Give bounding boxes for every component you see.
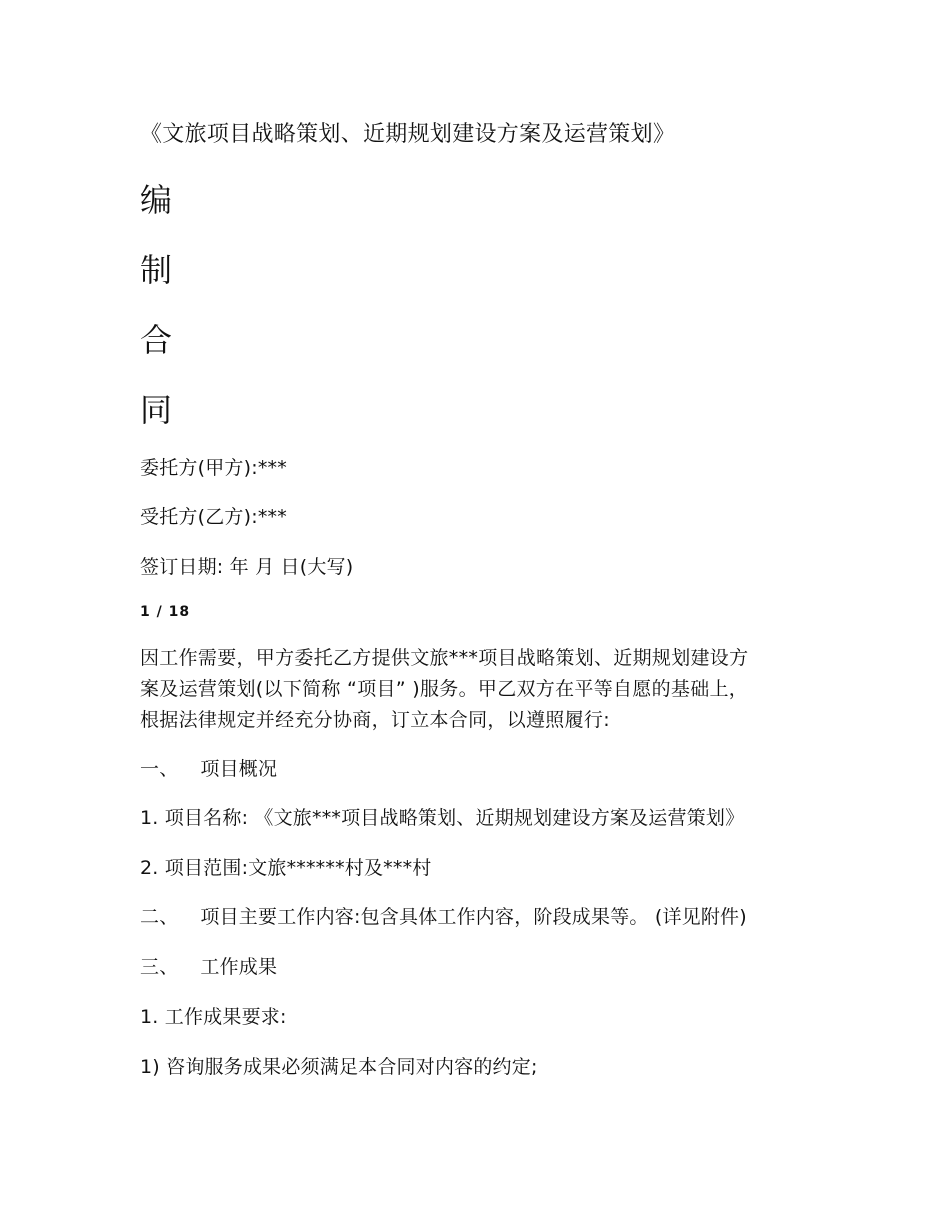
page-indicator: 1 / 18 bbox=[140, 604, 191, 620]
sign-date: 签订日期: 年 月 日(大写) bbox=[140, 556, 354, 578]
section-title: 项目概况 bbox=[200, 758, 278, 780]
section-number: 三、 bbox=[140, 956, 179, 978]
heading-char: 同 bbox=[140, 391, 173, 429]
section-title: 项目主要工作内容:包含具体工作内容，阶段成果等。 (详见附件) bbox=[200, 906, 747, 928]
project-scope-item: 2. 项目范围:文旅******村及***村 bbox=[140, 857, 432, 879]
document-title: 《文旅项目战略策划、近期规划建设方案及运营策划》 bbox=[140, 122, 676, 147]
project-name-item: 1. 项目名称: 《文旅***项目战略策划、近期规划建设方案及运营策划》 bbox=[140, 807, 745, 829]
heading-char: 编 bbox=[140, 181, 173, 219]
section-number: 二、 bbox=[140, 906, 179, 928]
intro-paragraph bbox=[140, 643, 820, 736]
intro-line: 根据法律规定并经充分协商，订立本合同，以遵照履行: bbox=[140, 709, 610, 731]
section-heading-3 bbox=[140, 955, 277, 979]
section-number: 一、 bbox=[140, 758, 179, 780]
contractor-party: 受托方(乙方):*** bbox=[140, 506, 287, 528]
heading-char: 合 bbox=[140, 321, 173, 359]
intro-line: 案及运营策划(以下简称 “项目” )服务。甲乙双方在平等自愿的基础上， bbox=[140, 678, 749, 700]
section-heading-1 bbox=[140, 757, 277, 781]
intro-line: 因工作需要，甲方委托乙方提供文旅***项目战略策划、近期规划建设方 bbox=[140, 647, 749, 669]
heading-char: 制 bbox=[140, 251, 173, 289]
client-party: 委托方(甲方):*** bbox=[140, 457, 287, 479]
result-sub-item: 1) 咨询服务成果必须满足本合同对内容的约定; bbox=[140, 1056, 538, 1078]
section-title: 工作成果 bbox=[200, 956, 278, 978]
section-heading-2 bbox=[140, 905, 747, 929]
result-requirement-item: 1. 工作成果要求: bbox=[140, 1006, 287, 1028]
